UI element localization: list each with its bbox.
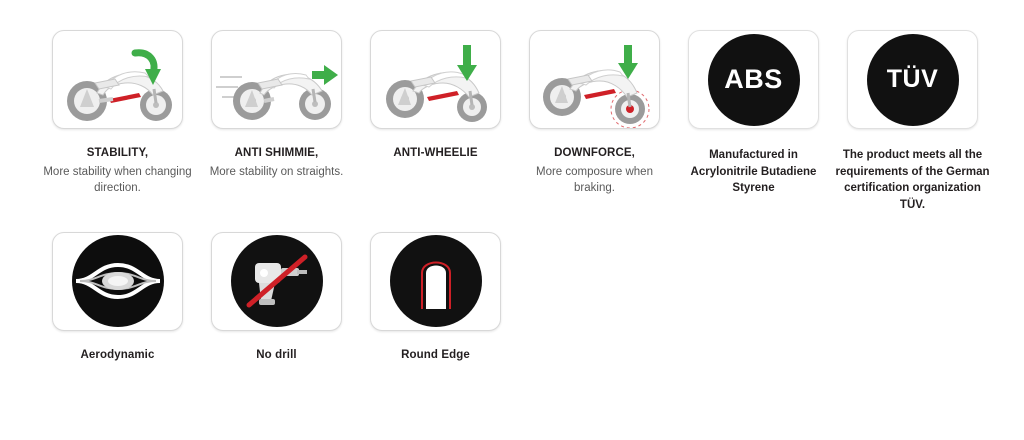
feature-anti-shimmie-title: ANTI SHIMMIE, xyxy=(234,147,319,159)
feature-no-drill-caption xyxy=(256,347,296,364)
feature-abs-sub: Manufactured in Acrylonitrile Butadiene Styrene xyxy=(690,149,817,195)
feature-stability-sub: More stability when changing direction. xyxy=(43,165,192,195)
feature-round-edge-caption xyxy=(401,347,470,364)
no-drill-icon xyxy=(231,235,323,327)
feature-aerodynamic xyxy=(40,232,195,364)
feature-downforce xyxy=(517,30,672,197)
feature-no-drill xyxy=(199,232,354,364)
feature-row-1 xyxy=(0,30,1024,214)
feature-round-edge-tile xyxy=(370,232,501,331)
feature-anti-shimmie xyxy=(199,30,354,180)
motorcycle-downforce-icon xyxy=(530,31,659,128)
feature-stability-title: STABILITY, xyxy=(86,147,149,159)
abs-badge-label: ABS xyxy=(724,64,783,94)
feature-tuv-tile xyxy=(847,30,978,129)
feature-no-drill-title: No drill xyxy=(256,348,297,361)
feature-anti-wheelie-tile xyxy=(370,30,501,129)
feature-tuv-sub: The product meets all the requirements of the German certification organization TÜV. xyxy=(835,149,990,212)
tuv-badge-label: TÜV xyxy=(886,65,939,93)
feature-anti-wheelie-caption xyxy=(393,145,477,162)
feature-row-2 xyxy=(0,232,1024,364)
feature-aerodynamic-caption xyxy=(81,347,155,364)
feature-aerodynamic-title: Aerodynamic xyxy=(80,348,155,361)
feature-anti-shimmie-caption xyxy=(210,145,344,180)
aerodynamic-flow-icon xyxy=(72,235,164,327)
feature-no-drill-tile xyxy=(211,232,342,331)
motorcycle-stability-icon xyxy=(53,31,182,128)
motorcycle-anti-shimmie-icon xyxy=(212,31,341,128)
feature-round-edge-title: Round Edge xyxy=(401,348,470,361)
feature-tuv-caption xyxy=(835,145,990,214)
feature-anti-shimmie-sub: More stability on straights. xyxy=(209,165,344,178)
feature-downforce-title: DOWNFORCE, xyxy=(554,147,635,159)
feature-aerodynamic-tile xyxy=(52,232,183,331)
feature-downforce-caption xyxy=(517,145,672,197)
feature-tuv-certification xyxy=(835,30,990,214)
round-edge-icon xyxy=(390,235,482,327)
feature-downforce-sub: More composure when braking. xyxy=(536,165,653,195)
feature-abs-tile xyxy=(688,30,819,129)
feature-downforce-tile xyxy=(529,30,660,129)
tuv-badge-icon xyxy=(867,34,959,126)
feature-anti-shimmie-tile xyxy=(211,30,342,129)
motorcycle-anti-wheelie-icon xyxy=(371,31,500,128)
feature-anti-wheelie-title: ANTI-WHEELIE xyxy=(393,147,478,159)
feature-round-edge xyxy=(358,232,513,364)
feature-stability-caption xyxy=(40,145,195,197)
abs-badge-icon xyxy=(708,34,800,126)
feature-abs-caption xyxy=(676,145,831,197)
feature-abs-material xyxy=(676,30,831,197)
feature-anti-wheelie xyxy=(358,30,513,162)
feature-stability-tile xyxy=(52,30,183,129)
feature-stability xyxy=(40,30,195,197)
